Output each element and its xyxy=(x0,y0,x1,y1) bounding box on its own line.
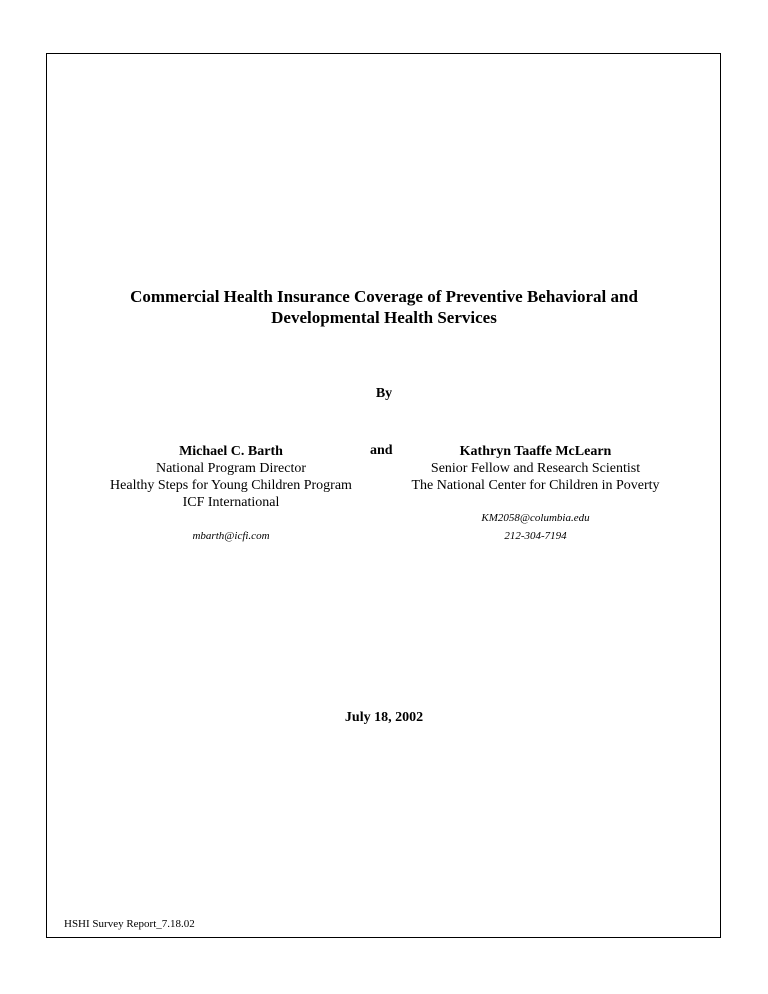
footer-label: HSHI Survey Report_7.18.02 xyxy=(64,918,195,930)
author-program: Healthy Steps for Young Children Program xyxy=(110,478,352,493)
and-conjunction: and xyxy=(370,443,393,458)
author-org: The National Center for Children in Poverty xyxy=(411,478,660,493)
author-phone-right: 212-304-7194 xyxy=(504,530,567,542)
author-role: National Program Director xyxy=(155,461,307,476)
report-date: July 18, 2002 xyxy=(344,710,424,725)
author-email-left: mbarth@icfi.com xyxy=(192,530,270,542)
author-block-left xyxy=(96,443,366,511)
author-email-right: KM2058@columbia.edu xyxy=(481,512,590,524)
author-block-right xyxy=(398,443,673,494)
author-org: ICF International xyxy=(182,495,280,510)
report-title-line-1: Commercial Health Insurance Coverage of Preventive Behavioral and xyxy=(130,287,638,306)
report-title-line-2: Developmental Health Services xyxy=(271,308,497,327)
by-label: By xyxy=(375,386,393,401)
author-name: Kathryn Taaffe McLearn xyxy=(459,444,612,459)
author-name: Michael C. Barth xyxy=(179,444,283,459)
author-role: Senior Fellow and Research Scientist xyxy=(430,461,641,476)
